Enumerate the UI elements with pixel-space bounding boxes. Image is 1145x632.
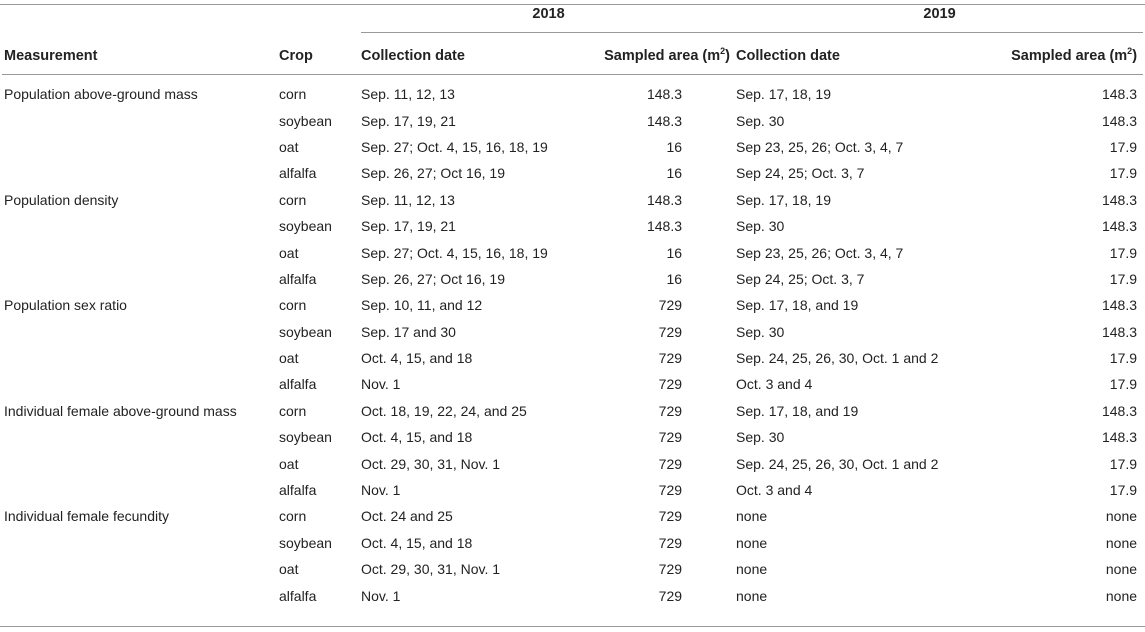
measurement-cell (2, 107, 279, 133)
sampled-area-2018-cell: 16 (666, 138, 683, 155)
sampled-area-2018-cell: 16 (666, 165, 683, 182)
crop-cell: soybean (279, 429, 332, 446)
collection-date-2018-cell: Nov. 1 (361, 587, 401, 604)
table-row (2, 134, 1143, 160)
sampled-area-2018-cell: 729 (658, 455, 683, 472)
table-row (2, 582, 1143, 608)
collection-date-2019-cell: Sep 23, 25, 26; Oct. 3, 4, 7 (736, 244, 904, 261)
year-2019-header (736, 0, 1143, 38)
measurement-cell: Individual female above-ground mass (4, 402, 237, 419)
collection-date-2018-cell: Sep. 26, 27; Oct 16, 19 (361, 165, 505, 182)
sampled-area-2019-cell: 17.9 (1109, 270, 1138, 287)
measurement-cell (2, 319, 279, 345)
year-2018-label: 2018 (361, 6, 736, 33)
measurement-cell: Individual female fecundity (4, 508, 169, 525)
measurement-cell (2, 477, 279, 503)
table-body (2, 75, 1143, 609)
crop-cell: soybean (279, 323, 332, 340)
table-bottom-rule (0, 626, 1145, 627)
table-row (2, 371, 1143, 397)
sampled-area-2019-cell: 148.3 (1101, 402, 1138, 419)
collection-date-2018-cell: Sep. 17 and 30 (361, 323, 456, 340)
area-unit-close: ) (725, 48, 731, 64)
sampled-area-2018-cell: 16 (666, 270, 683, 287)
measurement-cell (2, 582, 279, 608)
table-row (2, 319, 1143, 345)
year-header-row (2, 0, 1143, 38)
sampled-area-2019-label: Sampled area (m (1011, 48, 1128, 64)
sampled-area-2019-header (986, 38, 1143, 75)
measurement-cell: Population above-ground mass (4, 86, 198, 103)
collection-date-2018-cell: Sep. 11, 12, 13 (361, 86, 455, 103)
sampled-area-2019-cell: 17.9 (1109, 376, 1138, 393)
table-header (2, 0, 1143, 75)
sampled-area-2019-cell: 17.9 (1109, 350, 1138, 367)
crop-cell: corn (279, 508, 307, 525)
table-row (2, 556, 1143, 582)
collection-date-2019-cell: Oct. 3 and 4 (736, 376, 813, 393)
table-row (2, 530, 1143, 556)
collection-date-2018-cell: Sep. 27; Oct. 4, 15, 16, 18, 19 (361, 244, 548, 261)
collection-date-2018-cell: Sep. 17, 19, 21 (361, 112, 456, 129)
sampled-area-2018-cell: 729 (658, 297, 683, 314)
crop-column-header: Crop (279, 38, 361, 75)
sampled-area-2018-cell: 148.3 (646, 218, 683, 235)
sampled-area-2018-cell: 729 (658, 350, 683, 367)
collection-date-2019-cell: none (736, 508, 768, 525)
sampled-area-2019-cell: 17.9 (1109, 482, 1138, 499)
crop-cell: oat (279, 561, 299, 578)
collection-date-2019-cell: Sep 24, 25; Oct. 3, 7 (736, 270, 865, 287)
sampled-area-2019-cell: 17.9 (1109, 244, 1138, 261)
table-row (2, 107, 1143, 133)
collection-date-2019-cell: Sep 24, 25; Oct. 3, 7 (736, 165, 865, 182)
table-row (2, 239, 1143, 265)
crop-cell: oat (279, 455, 299, 472)
table-row (2, 398, 1143, 424)
sampled-area-2018-cell: 729 (658, 429, 683, 446)
collection-date-2019-header: Collection date (736, 38, 986, 75)
collection-date-2019-cell: none (736, 561, 768, 578)
sampled-area-2019-cell: 148.3 (1101, 112, 1138, 129)
collection-date-2019-cell: Sep. 17, 18, 19 (736, 86, 831, 103)
area-unit-close: ) (1132, 48, 1138, 64)
empty-header-cell (279, 0, 361, 38)
measurement-cell (2, 345, 279, 371)
collection-date-2019-cell: none (736, 587, 768, 604)
collection-date-2019-cell: Sep. 30 (736, 218, 785, 235)
sampled-area-2019-cell: 148.3 (1101, 191, 1138, 208)
measurement-cell (2, 424, 279, 450)
sampled-area-2019-cell: none (1105, 534, 1138, 551)
measurement-cell: Population sex ratio (4, 297, 127, 314)
crop-cell: soybean (279, 112, 332, 129)
collection-date-2018-cell: Oct. 4, 15, and 18 (361, 534, 473, 551)
measurement-cell (2, 160, 279, 186)
table-row (2, 75, 1143, 108)
sampled-area-2018-cell: 729 (658, 402, 683, 419)
empty-header-cell (2, 0, 279, 38)
collection-date-2018-cell: Sep. 11, 12, 13 (361, 191, 455, 208)
table-row (2, 292, 1143, 318)
collection-date-2019-cell: Sep. 17, 18, and 19 (736, 297, 859, 314)
crop-cell: oat (279, 138, 299, 155)
collection-date-2018-cell: Sep. 17, 19, 21 (361, 218, 456, 235)
collection-date-2019-cell: Sep. 24, 25, 26, 30, Oct. 1 and 2 (736, 350, 939, 367)
crop-cell: corn (279, 402, 307, 419)
sampled-area-2019-cell: none (1105, 508, 1138, 525)
crop-cell: corn (279, 297, 307, 314)
table-row (2, 266, 1143, 292)
table-top-rule (0, 4, 1145, 5)
crop-cell: oat (279, 244, 299, 261)
collection-date-2018-cell: Sep. 10, 11, and 12 (361, 297, 483, 314)
sampled-area-2019-cell: 17.9 (1109, 138, 1138, 155)
table-row (2, 160, 1143, 186)
sampled-area-2018-cell: 729 (658, 376, 683, 393)
collection-date-2018-cell: Sep. 27; Oct. 4, 15, 16, 18, 19 (361, 138, 548, 155)
sampled-area-2018-cell: 729 (658, 323, 683, 340)
sampled-area-2018-cell: 729 (658, 534, 683, 551)
collection-date-2019-cell: Sep 23, 25, 26; Oct. 3, 4, 7 (736, 138, 904, 155)
collection-date-2019-cell: Sep. 17, 18, 19 (736, 191, 831, 208)
collection-date-2018-cell: Oct. 18, 19, 22, 24, and 25 (361, 402, 527, 419)
collection-date-2018-cell: Nov. 1 (361, 482, 401, 499)
area-unit-exponent: 2 (1127, 46, 1133, 57)
sampled-area-2018-cell: 729 (658, 587, 683, 604)
year-2019-label: 2019 (736, 6, 1143, 33)
crop-cell: soybean (279, 218, 332, 235)
collection-date-2018-cell: Oct. 29, 30, 31, Nov. 1 (361, 561, 501, 578)
table-row (2, 345, 1143, 371)
crop-cell: corn (279, 191, 307, 208)
collection-date-2019-cell: Sep. 30 (736, 429, 785, 446)
crop-cell: alfalfa (279, 270, 317, 287)
measurement-cell (2, 213, 279, 239)
table-row (2, 424, 1143, 450)
collection-date-2018-header: Collection date (361, 38, 587, 75)
sampled-area-2019-cell: 148.3 (1101, 218, 1138, 235)
sampling-table (2, 0, 1143, 609)
crop-cell: corn (279, 86, 307, 103)
sampled-area-2019-cell: 148.3 (1101, 297, 1138, 314)
collection-date-2018-cell: Sep. 26, 27; Oct 16, 19 (361, 270, 505, 287)
measurement-cell (2, 556, 279, 582)
collection-date-2018-cell: Oct. 4, 15, and 18 (361, 429, 473, 446)
sampled-area-2018-cell: 729 (658, 508, 683, 525)
year-2018-header (361, 0, 736, 38)
collection-date-2019-cell: Sep. 24, 25, 26, 30, Oct. 1 and 2 (736, 455, 939, 472)
sampled-area-2018-header (587, 38, 736, 75)
column-header-row (2, 38, 1143, 75)
sampled-area-2019-cell: none (1105, 561, 1138, 578)
crop-cell: alfalfa (279, 482, 317, 499)
measurement-cell (2, 530, 279, 556)
crop-cell: alfalfa (279, 376, 317, 393)
measurement-cell (2, 371, 279, 397)
sampled-area-2019-cell: 17.9 (1109, 455, 1138, 472)
measurement-cell (2, 134, 279, 160)
crop-cell: oat (279, 350, 299, 367)
sampled-area-2018-cell: 148.3 (646, 191, 683, 208)
sampled-area-2018-cell: 148.3 (646, 86, 683, 103)
area-unit-exponent: 2 (720, 46, 726, 57)
sampled-area-2018-label: Sampled area (m (604, 48, 721, 64)
table-row (2, 187, 1143, 213)
collection-date-2018-cell: Oct. 4, 15, and 18 (361, 350, 473, 367)
sampled-area-2019-cell: 148.3 (1101, 429, 1138, 446)
collection-date-2018-cell: Oct. 29, 30, 31, Nov. 1 (361, 455, 501, 472)
sampled-area-2019-cell: 148.3 (1101, 323, 1138, 340)
sampled-area-2018-cell: 729 (658, 482, 683, 499)
table-row (2, 477, 1143, 503)
sampled-area-2019-cell: 148.3 (1101, 86, 1138, 103)
sampled-area-2018-cell: 729 (658, 561, 683, 578)
sampled-area-2019-cell: none (1105, 587, 1138, 604)
collection-date-2019-cell: Sep. 17, 18, and 19 (736, 402, 859, 419)
collection-date-2019-cell: Sep. 30 (736, 112, 785, 129)
table-row (2, 450, 1143, 476)
crop-cell: alfalfa (279, 165, 317, 182)
collection-date-2018-cell: Oct. 24 and 25 (361, 508, 453, 525)
crop-cell: soybean (279, 534, 332, 551)
collection-date-2019-cell: none (736, 534, 768, 551)
measurement-cell (2, 266, 279, 292)
table-row (2, 503, 1143, 529)
measurement-cell: Population density (4, 191, 119, 208)
table-row (2, 213, 1143, 239)
collection-date-2018-cell: Nov. 1 (361, 376, 401, 393)
sampled-area-2018-cell: 16 (666, 244, 683, 261)
measurement-column-header: Measurement (2, 38, 279, 75)
measurement-cell (2, 239, 279, 265)
sampled-area-2019-cell: 17.9 (1109, 165, 1138, 182)
sampled-area-2018-cell: 148.3 (646, 112, 683, 129)
collection-date-2019-cell: Sep. 30 (736, 323, 785, 340)
crop-cell: alfalfa (279, 587, 317, 604)
collection-date-2019-cell: Oct. 3 and 4 (736, 482, 813, 499)
measurement-cell (2, 450, 279, 476)
